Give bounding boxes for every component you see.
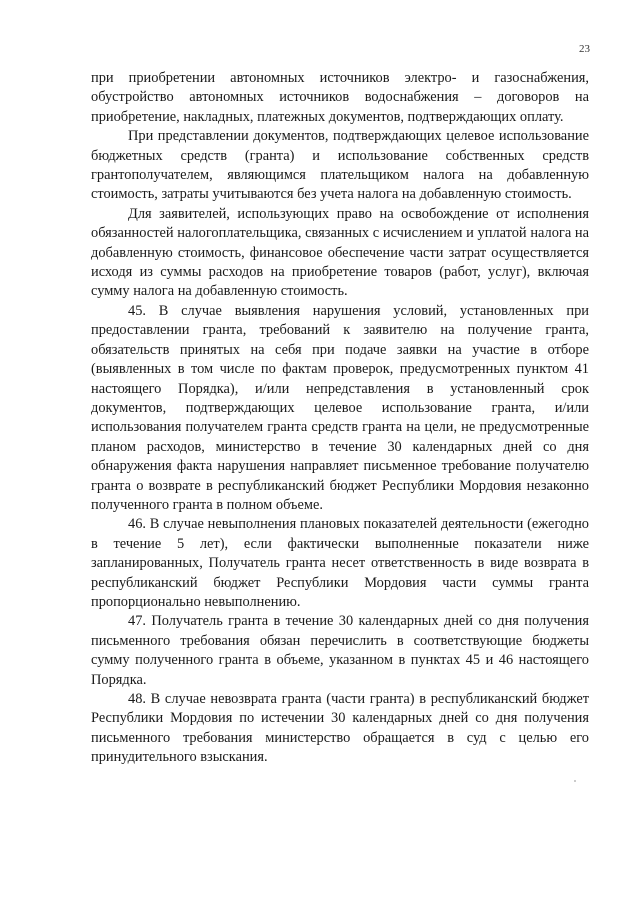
scan-speck <box>574 780 576 782</box>
paragraph-45: 45. В случае выявления нарушения условий, установленных при предоставлении гранта, требований к заявителю на получение гранта, обязательств принятых на себя при подаче заявки на участие в отборе (выявленных в том числе по фактам проверок, предусмотренных пунктом 41 настоящего Порядка), и/или непредставления в установленный срок документов, подтверждающих целевое использование гранта, и/или использования получателем гранта средств гранта на цели, не предусмотренные планом расходов, министерство в течение 30 календарных дней со дня обнаружения факта нарушения направляет письменное требование получателю гранта о возврате в республиканский бюджет Республики Мордовия незаконно полученного гранта в полном объеме. <box>91 302 589 513</box>
paragraph-vat-payers: При представлении документов, подтверждающих целевое использование бюджетных средств (гранта) и использование собственных средств грантополучателем, являющимся плательщиком налога на добавленную стоимость, затраты учитываются без учета налога на добавленную стоимость. <box>91 128 589 203</box>
paragraph-vat-exempt: Для заявителей, использующих право на освобождение от исполнения обязанностей налогоплательщика, связанных с исчислением и уплатой налога на добавленную стоимость, финансовое обеспечение части затрат осуществляется исходя из суммы расходов на приобретение товаров (работ, услуг), включая сумму налога на добавленную стоимость. <box>91 205 589 300</box>
paragraph-48: 48. В случае невозврата гранта (части гранта) в республиканский бюджет Республики Мордовия по истечении 30 календарных дней со дня получения письменного требования министерство обращается в суд с целью его принудительного взыскания. <box>91 691 589 766</box>
paragraph-continuation: при приобретении автономных источников электро- и газоснабжения, обустройство автономных источников водоснабжения – договоров на приобретение, накладных, платежных документов, подтверждающих оплату. <box>91 70 589 125</box>
page-number: 23 <box>579 43 590 55</box>
paragraph-47: 47. Получатель гранта в течение 30 календарных дней со дня получения письменного требования обязан перечислить в соответствующие бюджеты сумму полученного гранта в объеме, указанном в пунктах 45 и 46 настоящего Порядка. <box>91 613 589 688</box>
paragraph-46: 46. В случае невыполнения плановых показателей деятельности (ежегодно в течение 5 лет), если фактически выполненные показатели ниже запланированных, Получатель гранта несет ответственность в виде возврата в республиканский бюджет Республики Мордовия части суммы гранта пропорционально невыполнению. <box>91 516 589 610</box>
document-body <box>91 69 589 768</box>
